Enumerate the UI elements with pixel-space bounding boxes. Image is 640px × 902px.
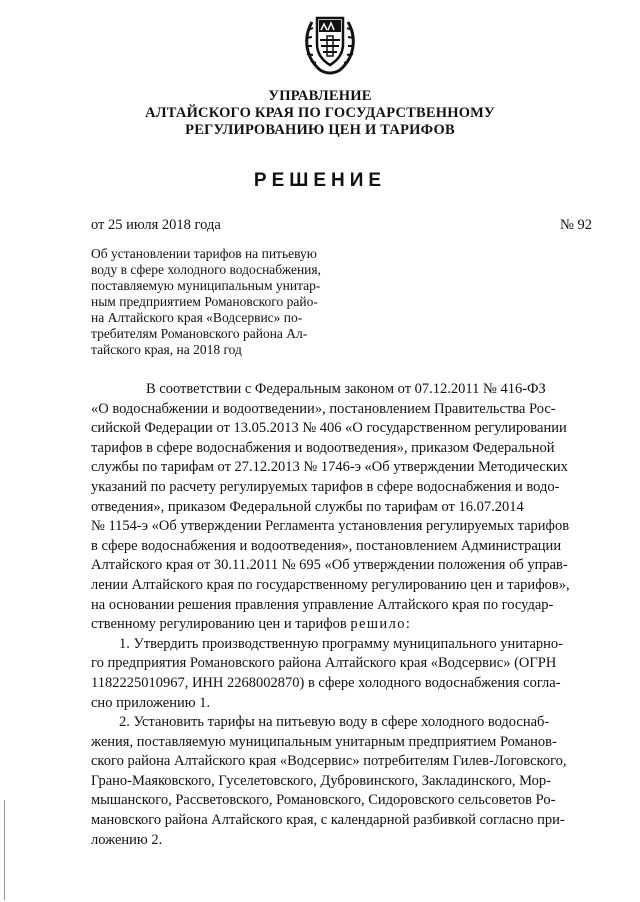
subject-line: требителям Романовского района Ал- <box>91 326 308 341</box>
body-line: указаний по расчету регулируемых тарифов в сфере водоснабжения и водо- <box>91 478 560 495</box>
document-title: РЕШЕНИЕ <box>253 170 387 191</box>
paragraph-item-2 <box>91 713 593 850</box>
body-line: 1. Утвердить производственную программу муниципального унитарно- <box>119 635 564 652</box>
resolved-word: решило <box>350 616 406 633</box>
subject-line: ным предприятием Романовского райо- <box>91 294 318 309</box>
body-line: ложению 2. <box>91 831 163 848</box>
document-subject <box>91 246 353 358</box>
body-line: мановского района Алтайского края, с календарной разбивкой согласно при- <box>91 812 565 829</box>
body-line-prefix: ственному регулированию цен и тарифов <box>91 616 347 633</box>
header-line-2: АЛТАЙСКОГО КРАЯ ПО ГОСУДАРСТВЕННОМУ <box>145 105 495 121</box>
header-line-1: УПРАВЛЕНИЕ <box>268 88 372 104</box>
body-line: в сфере водоснабжения и водоотведения», постановлением Администрации <box>91 537 562 554</box>
body-line: лении Алтайского края по государственному регулированию цен и тарифов», <box>91 576 570 593</box>
scan-edge-divider <box>4 800 5 900</box>
subject-line: поставляемую муниципальным унитар- <box>91 278 321 293</box>
body-line: мышанского, Рассветовского, Романовского, Сидоровского сельсоветов Ро- <box>91 792 556 809</box>
document-body <box>91 380 593 850</box>
body-line: сийской Федерации от 13.05.2013 № 406 «О государственном регулировании <box>91 420 567 437</box>
body-line: Грано-Маяковского, Гуселетовского, Дубровинского, Закладинского, Мор- <box>91 772 551 789</box>
body-line: службы по тарифам от 27.12.2013 № 1746-э «Об утверждении Методических <box>91 459 568 476</box>
document-number: № 92 <box>560 217 592 233</box>
coat-of-arms-icon <box>302 10 358 78</box>
body-line: на основании решения правления управление Алтайского края по государ- <box>91 596 554 613</box>
body-line: го предприятия Романовского района Алтайского края «Водсервис» (ОГРН <box>91 655 557 672</box>
body-line: жения, поставляемую муниципальным унитарным предприятием Романов- <box>91 733 557 750</box>
body-line-resolution <box>91 615 593 635</box>
body-line: отведения», приказом Федеральной службы по тарифам от 16.07.2014 <box>91 498 524 515</box>
subject-line: на Алтайского края «Водсервис» по- <box>91 310 303 325</box>
document-date: от 25 июля 2018 года <box>91 217 221 233</box>
paragraph-item-1 <box>91 635 593 713</box>
body-line: тарифов в сфере водоснабжения и водоотведения», приказом Федеральной <box>91 439 555 456</box>
subject-line: Об установлении тарифов на питьевую <box>91 246 317 261</box>
body-line: сно приложению 1. <box>91 694 211 711</box>
body-line: В соответствии с Федеральным законом от 07.12.2011 № 416-ФЗ <box>146 381 546 397</box>
header-line-3: РЕГУЛИРОВАНИЮ ЦЕН И ТАРИФОВ <box>185 122 455 138</box>
subject-line: тайского края, на 2018 год <box>91 342 242 357</box>
paragraph-preamble <box>91 380 593 635</box>
subject-line: воду в сфере холодного водоснабжения, <box>91 262 321 277</box>
authority-header <box>0 88 640 139</box>
body-line: 2. Установить тарифы на питьевую воду в сфере холодного водоснаб- <box>119 714 550 731</box>
body-line: «О водоснабжении и водоотведении», постановлением Правительства Рос- <box>91 400 556 417</box>
body-line-suffix: : <box>405 616 410 633</box>
body-line: № 1154-э «Об утверждении Регламента установления регулируемых тарифов <box>91 518 570 535</box>
body-line: Алтайского края от 30.11.2011 № 695 «Об утверждении положения об управ- <box>91 557 568 574</box>
body-line: 1182225010967, ИНН 2268002870) в сфере холодного водоснабжения согла- <box>91 674 561 691</box>
body-line: ского района Алтайского края «Водсервис» потребителям Гилев-Логовского, <box>91 753 567 770</box>
